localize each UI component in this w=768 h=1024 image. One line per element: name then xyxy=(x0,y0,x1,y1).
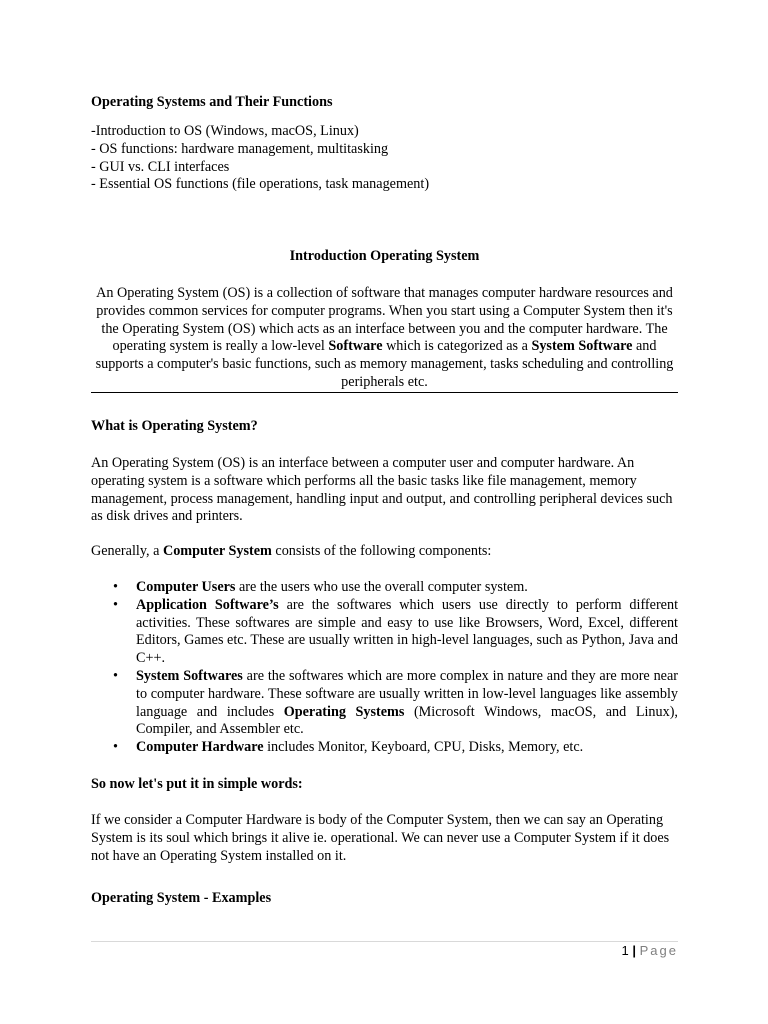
list-item: • Application Software’s are the softwares which users use directly to perform different activities. These softwares are simple and easy to use like Browsers, Word, Excel, different Editors, Games etc. These are usually written in high-level languages, such as Python, Java and C++. xyxy=(113,596,679,667)
page-number: 1 xyxy=(621,943,629,958)
components-list xyxy=(91,579,678,757)
intro-topic-list xyxy=(91,123,678,194)
footer-divider xyxy=(91,941,678,942)
page-footer xyxy=(622,942,679,959)
topic-line: - OS functions: hardware management, multitasking xyxy=(91,140,389,157)
simple-words-paragraph: If we consider a Computer Hardware is body of the Computer System, then we can say an Operating System is its soul which brings it alive ie. operational. We can never use a Computer System if it does not have an Operating System installed on it. xyxy=(91,812,670,864)
bullet-icon: • xyxy=(113,739,118,756)
introduction-paragraph: An Operating System (OS) is a collection of software that manages computer hardware resources and provides common services for computer programs. When you start using a Computer System then it's the Operating System (OS) which acts as an interface between you and the computer hardware. The operating system is really a low-level Software which is categorized as a System Software and supports a computer's basic functions, such as memory management, tasks scheduling and controlling peripherals etc. xyxy=(95,285,674,390)
section-title-what-is-os: What is Operating System? xyxy=(91,418,258,434)
footer-separator: | xyxy=(632,943,636,958)
topic-line: - GUI vs. CLI interfaces xyxy=(91,158,230,175)
page-label: Page xyxy=(639,943,678,958)
section-title-examples: Operating System - Examples xyxy=(91,890,272,906)
topic-line: - Essential OS functions (file operations, task management) xyxy=(91,176,430,193)
section-title-introduction: Introduction Operating System xyxy=(289,248,480,264)
topic-line: -Introduction to OS (Windows, macOS, Linux) xyxy=(91,123,359,139)
bullet-icon: • xyxy=(113,579,118,595)
list-item: • Computer Users are the users who use the overall computer system. xyxy=(113,579,528,595)
bullet-icon: • xyxy=(113,596,118,613)
what-is-os-paragraph: An Operating System (OS) is an interface between a computer user and computer hardware. An operating system is a software which performs all the basic tasks like file management, memory management, process management, handling input and output, and controlling peripheral devices such as disk drives and printers. xyxy=(91,455,673,525)
components-intro: Generally, a Computer System consists of the following components: xyxy=(91,543,492,559)
section-title-simple-words: So now let's put it in simple words: xyxy=(91,776,303,792)
section-title-os-functions: Operating Systems and Their Functions xyxy=(91,94,333,110)
list-item: • Computer Hardware includes Monitor, Keyboard, CPU, Disks, Memory, etc. xyxy=(113,739,584,756)
bullet-icon: • xyxy=(113,667,118,684)
list-item: • System Softwares are the softwares which are more complex in nature and they are more near to computer hardware. These software are usually written in low-level languages like assembly language and includes Operating Systems (Microsoft Windows, macOS, and Linux), Compiler, and Assembler etc. xyxy=(113,667,678,738)
horizontal-rule xyxy=(91,392,678,393)
